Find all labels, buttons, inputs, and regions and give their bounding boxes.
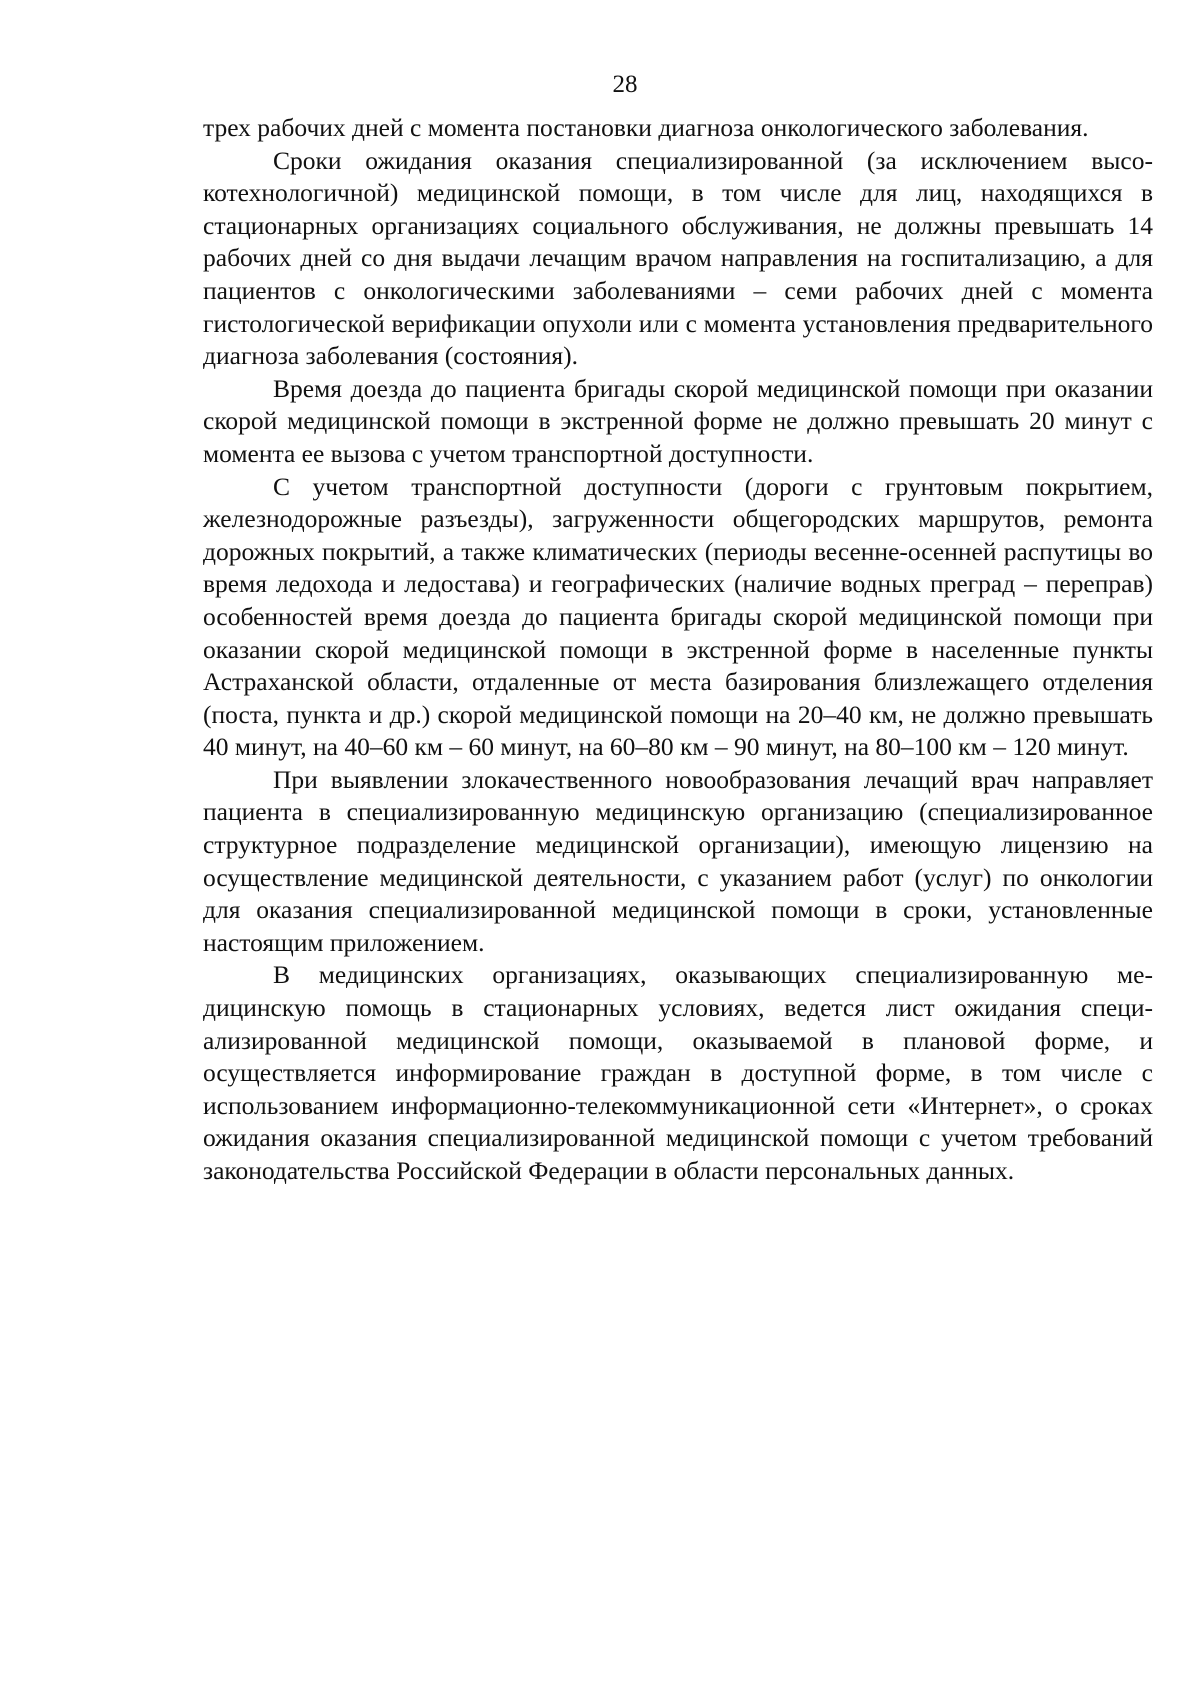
paragraph-continuation: трех рабочих дней с момента постановки диагноза онкологического заболевания.: [203, 113, 1089, 142]
page-number: 28: [612, 71, 638, 98]
paragraph-transport-accessibility: С учетом транспортной доступности (дороги с грунтовым покрытием, железнодорожные разъезды), загруженности общегородских маршрутов, ремонта дорожных покрытий, а также климатических (периоды весенне-осенней распутицы во время ледохода и ледостава) и географических (наличие водных преград – переправ) особенностей время доезда до пациента бригады скорой медицинской помощи при оказании скорой медицинской помощи в экстренной форме в населенные пункты Астраханской области, отдаленные от места базирования близлежащего отделения (поста, пункта и др.) скорой медицинской помощи на 20–40 км, не должно превышать 40 минут, на 40–60 км – 60 минут, на 60–80 км – 90 минут, на 80–100 км – 120 минут.: [203, 471, 1153, 762]
paragraph-specialized-care-wait: Сроки ожидания оказания специализированной (за исключением высокотехнологичной) медицинской помощи, в том числе для лиц, находящихся в стационарных организациях социального обслуживания, не должны превышать 14 рабочих дней со дня выдачи лечащим врачом направления на госпитализацию, а для пациентов с онкологическими заболеваниями – семи рабочих дней с момента гистологической верификации опухоли или с момента установления предварительного диагноза заболевания (состояния).: [203, 145, 1153, 371]
paragraph-oncology-referral: При выявлении злокачественного новообразования лечащий врач направляет пациента в специализированную медицинскую организацию (специализированное структурное подразделение медицинской организации), имеющую лицензию на осуществление медицинской деятельности, с указанием работ (услуг) по онкологии для оказания специализированной медицинской помощи в сроки, установленные настоящим приложением.: [203, 764, 1153, 957]
paragraph-waiting-list: В медицинских организациях, оказывающих специализированную медицинскую помощь в стационарных условиях, ведется лист ожидания специализированной медицинской помощи, оказываемой в плановой форме, и осуществляется информирование граждан в доступной форме, в том числе с использованием информационно-телекоммуникационной сети «Интернет», о сроках ожидания оказания специализированной медицинской помощи с учетом требований законодательства Российской Федерации в области персональных данных.: [203, 960, 1153, 1185]
document-body: [203, 112, 1153, 1188]
paragraph-ambulance-time: Время доезда до пациента бригады скорой медицинской помощи при оказании скорой медицинской помощи в экстренной форме не должно превышать 20 минут с момента ее вызова с учетом транспортной доступности.: [203, 373, 1153, 468]
